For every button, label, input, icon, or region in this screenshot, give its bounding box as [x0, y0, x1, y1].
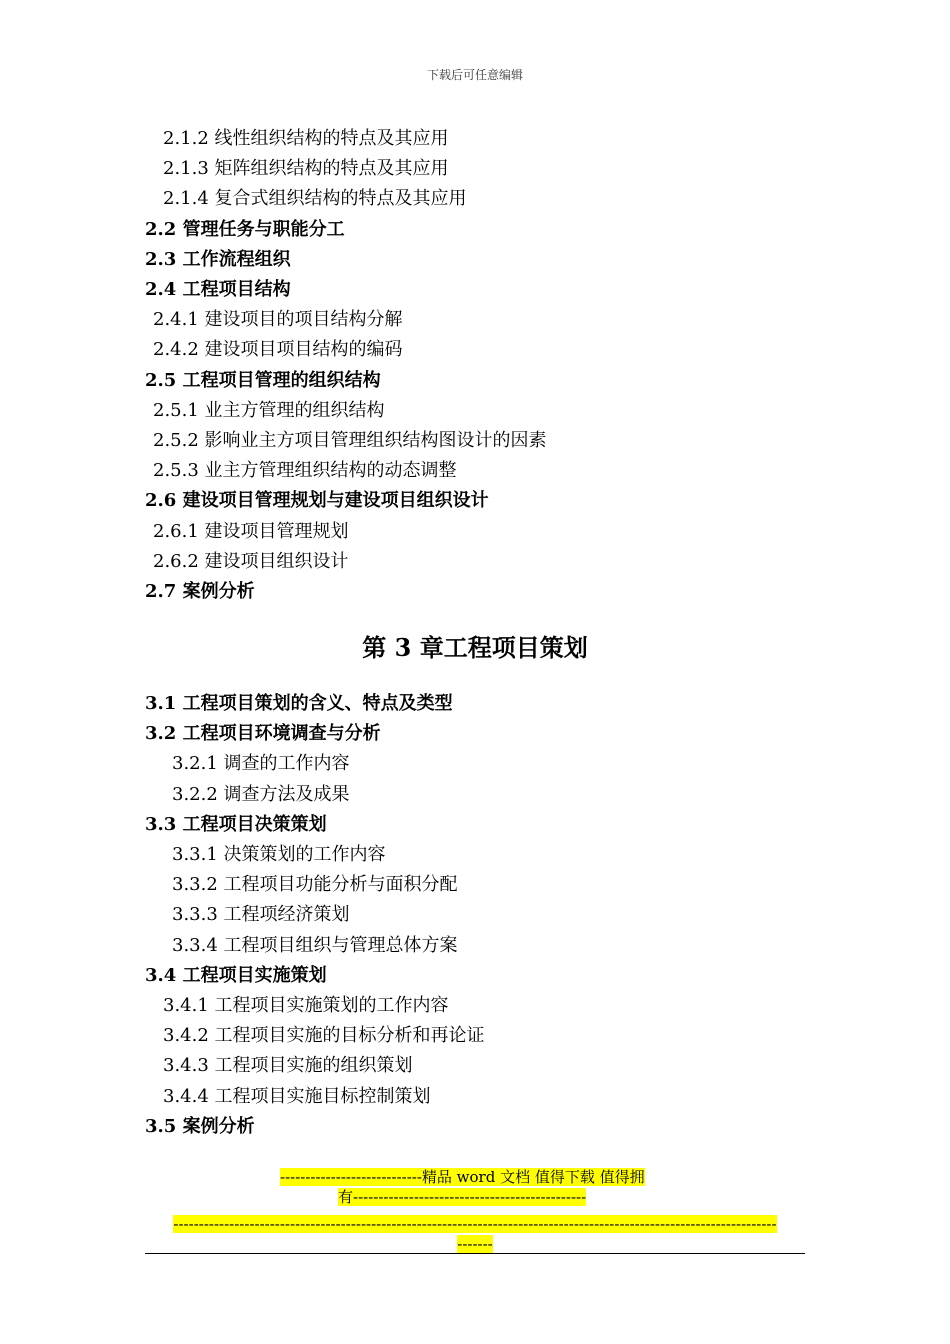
- toc-subsection-item: 2.6.1 建设项目管理规划: [153, 520, 349, 542]
- toc-subsection-item: 3.4.4 工程项目实施目标控制策划: [163, 1085, 431, 1107]
- footer-ad-block-1: [280, 1167, 670, 1207]
- toc-section-heading: 3.2 工程项目环境调查与分析: [145, 723, 381, 745]
- chapter-title: 第 3 章工程项目策划: [362, 633, 588, 662]
- footer-rule: [145, 1253, 805, 1254]
- toc-section-heading: 3.3 工程项目决策策划: [145, 813, 327, 835]
- toc-subsection-item: 2.5.3 业主方管理组织结构的动态调整: [153, 460, 457, 482]
- toc-subsection-item: 3.3.4 工程项目组织与管理总体方案: [172, 934, 458, 956]
- footer-ad-line-4: -------: [457, 1235, 493, 1253]
- toc-subsection-item: 2.4.1 建设项目的项目结构分解: [153, 309, 403, 331]
- toc-subsection-item: 3.2.1 调查的工作内容: [172, 753, 350, 775]
- footer-ad-line-3: -----------------------------------------------------------------------------------------------------------------------: [173, 1215, 777, 1233]
- toc-section-heading: 3.5 案例分析: [145, 1115, 255, 1137]
- toc-subsection-item: 3.3.1 决策策划的工作内容: [172, 844, 386, 865]
- toc-subsection-item: 2.4.2 建设项目项目结构的编码: [153, 339, 403, 361]
- toc-section-heading: 2.7 案例分析: [145, 581, 255, 602]
- footer-ad-line-1: ----------------------------精品 word 文档 值得下载 值得拥: [280, 1168, 645, 1186]
- toc-section-heading: 2.3 工作流程组织: [145, 248, 291, 270]
- toc-section-heading: 3.1 工程项目策划的含义、特点及类型: [145, 693, 453, 714]
- toc-subsection-item: 2.5.2 影响业主方项目管理组织结构图设计的因素: [153, 430, 547, 451]
- toc-section-heading: 2.4 工程项目结构: [145, 279, 291, 300]
- toc-section-heading: 2.6 建设项目管理规划与建设项目组织设计: [145, 490, 489, 512]
- toc-subsection-item: 2.1.2 线性组织结构的特点及其应用: [163, 128, 449, 149]
- toc-section-heading: 2.2 管理任务与职能分工: [145, 218, 345, 240]
- toc-subsection-item: 3.3.2 工程项目功能分析与面积分配: [172, 874, 458, 896]
- toc-subsection-item: 2.5.1 业主方管理的组织结构: [153, 399, 385, 421]
- toc-subsection-item: 3.3.3 工程项经济策划: [172, 904, 350, 926]
- toc-subsection-item: 2.6.2 建设项目组织设计: [153, 550, 349, 572]
- toc-subsection-item: 3.4.3 工程项目实施的组织策划: [163, 1055, 413, 1077]
- page-header: 下载后可任意编辑: [426, 68, 523, 82]
- toc-subsection-item: 3.4.2 工程项目实施的目标分析和再论证: [163, 1025, 485, 1047]
- toc-section-heading: 2.5 工程项目管理的组织结构: [145, 369, 381, 391]
- toc-subsection-item: 3.4.1 工程项目实施策划的工作内容: [163, 995, 449, 1016]
- toc-section-heading: 3.4 工程项目实施策划: [145, 964, 327, 986]
- toc-subsection-item: 3.2.2 调查方法及成果: [172, 783, 350, 805]
- toc-subsection-item: 2.1.3 矩阵组织结构的特点及其应用: [163, 158, 449, 180]
- footer-ad-block-2: [145, 1214, 805, 1254]
- footer-ad-line-2: 有----------------------------------------------: [338, 1188, 587, 1206]
- toc-subsection-item: 2.1.4 复合式组织结构的特点及其应用: [163, 188, 467, 210]
